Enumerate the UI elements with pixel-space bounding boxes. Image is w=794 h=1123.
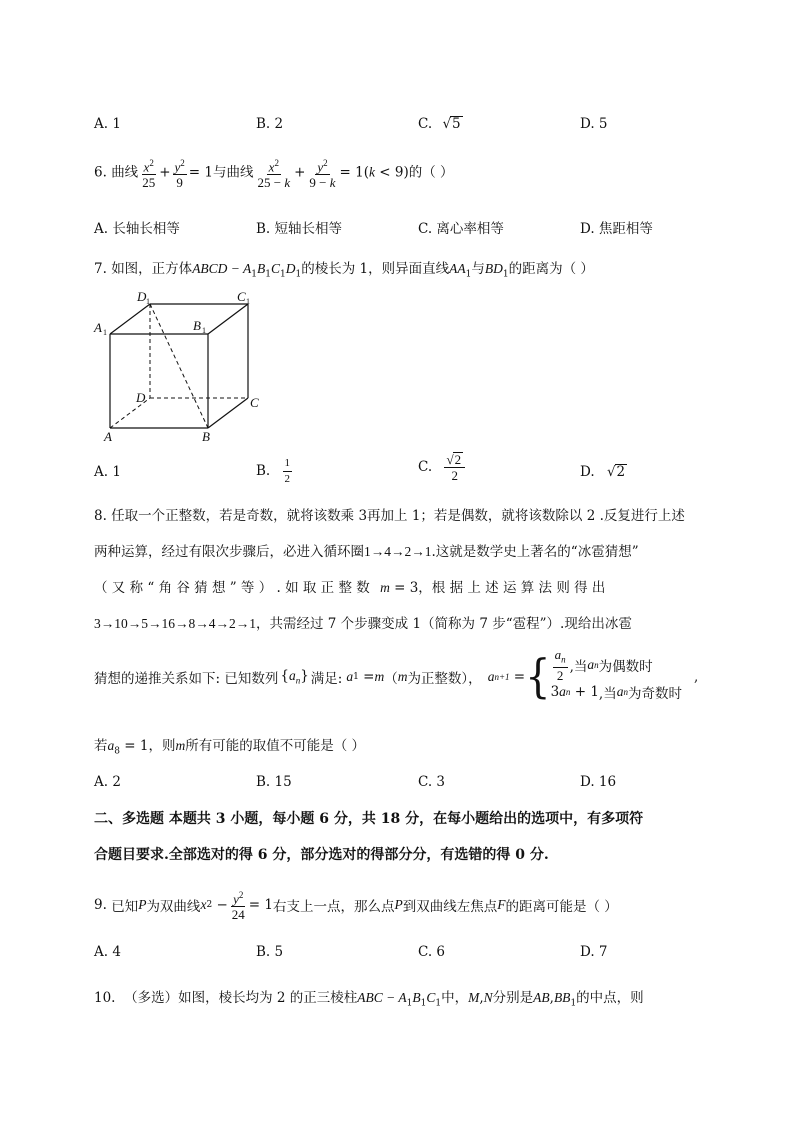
q9-number: 9. [94,897,107,914]
q9-stem: 9. 已知 P 为双曲线 x 2 − $\frac{y^2}{24}$ = 1 右支上一点，那么点 P 到双曲线左焦点 F 的距离可能是（ ） [94,890,618,923]
q10-text-1: （多选）如图，棱长均为 2 的正三棱柱 [124,990,358,1006]
q7-text-d: 的距离为（ ） [508,261,594,277]
q8-sequence: 3→10→5→16→8→4→2→1 [94,616,256,631]
q6-text-2: 与曲线 [212,164,254,181]
q7-text-a: 如图，正方体 [111,261,193,277]
q5-option-c-radicand: 5 [452,116,461,132]
q8-line-5c: （ [384,671,398,687]
q9-text-2: 为双曲线 [146,899,201,916]
q7-number: 7. [94,261,107,277]
q8-line-2a: 两种运算，经过有限次步骤后，必进入循环圈 [94,544,364,560]
label-b: B [202,429,210,444]
q10-text-3: 分别是 [492,990,534,1006]
q7-option-d-label: D. [580,464,595,480]
q7-stem: 7. 如图，正方体ABCD − $A_1B_1C_1D_1$的棱长为 1，则异面直线$AA_1$与$BD_1$的距离为（ ） [94,261,594,280]
q8-case-2: ,当 [598,686,617,702]
label-a1-sub: 1 [103,328,107,337]
q9-text-5: 的距离可能是（ ） [505,899,618,916]
section-2-heading-line-1: 二、多选题 本题共 3 小题，每小题 6 分，共 18 分，在每小题给出的选项中，有多项符 [94,811,644,827]
q8-line-5: 猜想的递推关系如下: 已知数列 $\{a_n\}$ 满足: a 1 = m （ m 为正整数）， a n+1 = { $\frac{a_n}{2}$ ,当 a n 为偶数时 3 a n + 1 ,当 a n 为奇数时 , [94,646,699,704]
q9-text-3: 右支上一点，那么点 [272,899,395,916]
q8-line-4b: ，共需经过 7 个步骤变成 1（简称为 7 步“雹程”）.现给出冰雹 [256,616,632,632]
q5-option-b: B. 2 [256,116,284,132]
section-2-heading-line-2: 合题目要求.全部选对的得 6 分，部分选对的得部分分，有选错的得 0 分. [94,847,549,863]
q8-case-2b: 为奇数时 [627,686,682,702]
q9-option-a: A. 4 [94,944,121,960]
q8-line-6c: 所有可能的取值不可能是（ ） [185,738,366,754]
q7-option-a: A. 1 [94,464,121,480]
q8-line-3a: （ 又 称 “ 角 谷 猜 想 ” 等 ） . 如 取 正 整 数 [94,580,370,596]
label-c1: C [237,289,246,304]
q9-option-b: B. 5 [256,944,284,960]
q8-cycle: 1→4→2→1 [364,544,432,559]
q10-number: 10. [94,990,116,1006]
q7-option-b-label: B. [256,463,271,479]
q8-line-2c: .这就是数学史上著名的“冰雹猜想” [431,544,639,560]
q8-option-c: C. 3 [418,774,446,790]
q10-text-4: 的中点，则 [576,990,644,1006]
q6-stem: 6. 曲线 $\frac{x^2}{25}$ + $\frac{y^2}{9}$ = 1与曲线 $\frac{x^2}{25 - k}$ + $\frac{y^2}{9 - k}$ = 1(k < 9)的（ ） [94,158,454,191]
label-d1: D [137,289,147,304]
q8-option-d: D. 16 [580,774,617,790]
q6-option-a: A. 长轴长相等 [94,221,180,237]
q7-option-c-label: C. [418,459,433,475]
label-a1: A [94,320,102,335]
q8-case-1: ,当 [569,659,588,675]
q8-line-5b: 满足: [310,671,343,687]
q8-line-1: 8. 任取一个正整数，若是奇数，就将该数乘 3再加上 1；若是偶数，就将该数除以 2 .反复进行上述 [94,508,685,524]
q8-line-6: 若$a_8 = 1$，则m所有可能的取值不可能是（ ） [94,738,366,757]
q8-line-2 [94,540,639,560]
label-c: C [250,395,259,410]
label-a: A [104,429,112,444]
q9-option-c: C. 6 [418,944,446,960]
q8-line-5a: 猜想的递推关系如下: 已知数列 [94,671,279,687]
q5-option-c-label: C. [418,116,433,132]
q10-text-2: 中， [441,990,469,1006]
q5-option-a: A. 1 [94,116,121,132]
label-b1-sub: 1 [202,326,206,335]
q5-option-d: D. 5 [580,116,608,132]
q7-text-b: 的棱长为 1，则异面直线 [301,261,450,277]
q8-case-1b: 为偶数时 [598,659,653,675]
q8-line-3b: ，根 据 上 述 运 算 法 则 得 出 [418,580,606,596]
q8-line-6a: 若 [94,738,108,754]
q8-line-5d: 为正整数）， [407,671,482,687]
label-d1-sub: 1 [146,297,150,306]
q9-text-4: 到双曲线左焦点 [402,899,498,916]
q6-option-b: B. 短轴长相等 [256,221,343,237]
q7-option-d: D. √2 [580,464,626,480]
q8-line-3: （ 又 称 “ 角 谷 猜 想 ” 等 ） . 如 取 正 整 数 m = 3，根 据 上 述 运 算 法 则 得 出 [94,580,606,596]
label-b1: B [193,318,201,333]
q6-option-d: D. 焦距相等 [580,221,653,237]
cube-figure [90,286,270,446]
q8-line-4 [94,612,632,632]
q6-text-3: 的（ ） [408,164,454,181]
q8-line-6b: ，则 [148,738,176,754]
q6-option-c: C. 离心率相等 [418,221,504,237]
q9-option-d: D. 7 [580,944,608,960]
q6-text-1: 曲线 [111,164,139,181]
q7-option-b: B. $\frac{1}{2}$ [256,457,291,485]
q7-text-c: 与 [471,261,485,277]
q5-option-c: C. √5 [418,116,461,132]
q8-option-b: B. 15 [256,774,292,790]
q7-option-c: C. $\frac{√2}{2}$ [418,452,467,483]
label-d: D [136,390,146,405]
q6-number: 6. [94,164,107,181]
q8-option-a: A. 2 [94,774,121,790]
label-c1-sub: 1 [246,297,250,306]
q9-text-1: 已知 [111,899,139,916]
q10-stem: 10. （多选）如图，棱长均为 2 的正三棱柱ABC − $A_1B_1C_1$中，M,N分别是$AB,BB_1$的中点，则 [94,990,644,1009]
